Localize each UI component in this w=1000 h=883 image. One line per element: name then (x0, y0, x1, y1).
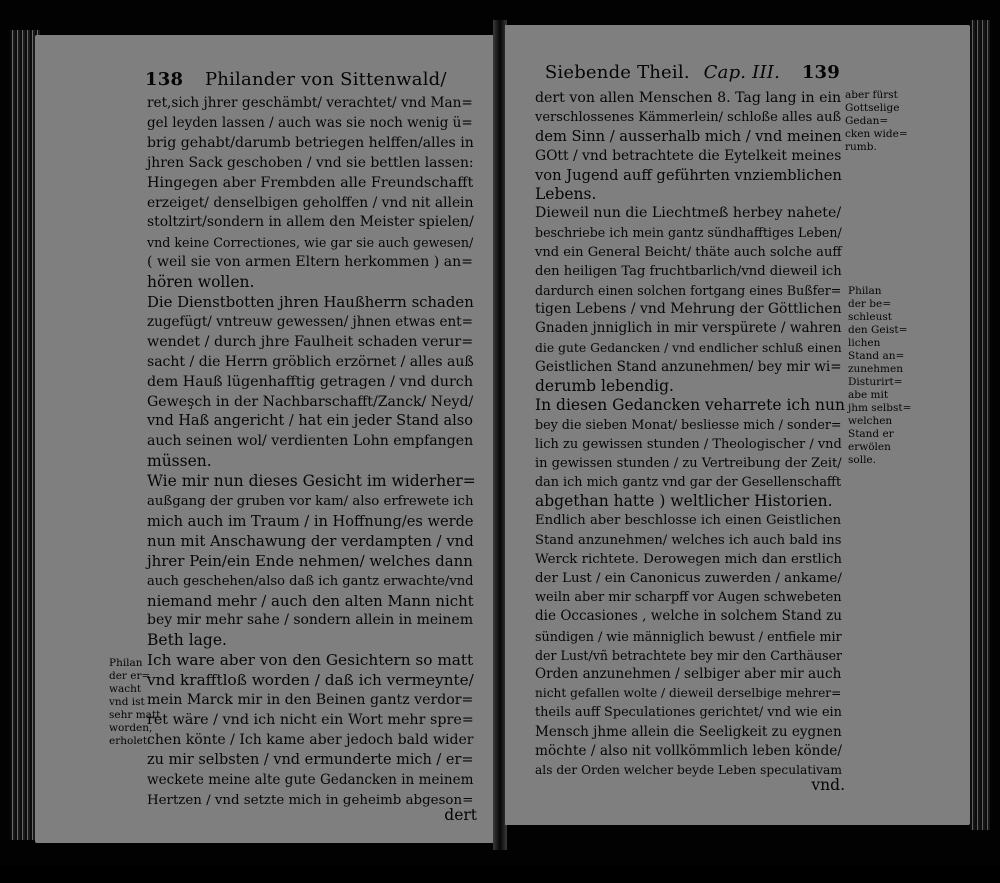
margin-note-line: Disturirt= (848, 376, 903, 388)
text-line: nicht gefallen wolte / dieweil derselbige mehrer= (535, 686, 842, 701)
text-line: ( weil sie von armen Eltern herkommen ) an= (147, 254, 473, 271)
text-line: nun mit Anschawung der verdampten / vnd (147, 531, 474, 550)
left-page (35, 35, 495, 843)
text-line: bey die sieben Monat/ besliesse mich / sonder= (535, 417, 842, 433)
text-line: dem Hauß lügenhafftig getragen / vnd durch (147, 373, 474, 390)
right-text-block (535, 88, 845, 818)
text-line: zu mir selbsten / vnd ermunderte mich / er= (147, 751, 474, 768)
text-line: jhren Sack geschoben / vnd sie bettlen lassen: (147, 154, 474, 171)
text-line: erzeiget/ denselbigen geholffen / vnd nit allein (147, 194, 474, 211)
right-margin-note-2 (848, 285, 911, 467)
text-line: niemand mehr / auch den alten Mann nicht (147, 591, 474, 610)
text-line: von Jugend auff geführten vnziemblichen (535, 166, 842, 184)
right-page-header (535, 62, 840, 86)
text-line: vnd krafftloß worden / daß ich vermeynte/ (147, 671, 474, 690)
text-line: Lebens. (535, 185, 597, 203)
catchword: vnd. (811, 775, 845, 794)
text-line: weckete meine alte gute Gedancken in meinem (147, 771, 474, 788)
text-line: stoltzirt/sondern in allem den Meister spielen/ (147, 214, 474, 231)
margin-note-line: Gottselige (845, 102, 900, 114)
right-page-edges (970, 20, 990, 830)
margin-note-line: worden, (109, 722, 153, 734)
margin-note-line: Gedan= (845, 115, 889, 127)
text-line: Hingegen aber Frembden alle Freundschafft (147, 174, 474, 191)
text-line: vnd keine Correctiones, wie gar sie auch gewesen/ (147, 235, 474, 251)
text-line: Geweşch in der Nachbarschafft/Zanck/ Neyd/ (147, 393, 474, 410)
text-line: Beth lage. (147, 631, 227, 650)
text-line: außgang der gruben vor kam/ also erfrewete ich (147, 494, 474, 509)
text-line: auch seinen wol/ verdienten Lohn empfangen (147, 433, 474, 450)
text-line: verschlossenes Kämmerlein/ schloße alles auß (535, 110, 842, 126)
margin-note-line: abe mit (848, 389, 889, 401)
text-line: brig gehabt/darumb betriegen helffen/alles in (147, 134, 474, 151)
text-line: den heiligen Tag fruchtbarlich/vnd dieweil ich (535, 263, 842, 279)
text-line: In diesen Gedancken veharrete ich nun (535, 396, 845, 415)
page-number: 139 (801, 62, 840, 83)
margin-note-line: erwölen (848, 441, 891, 453)
catchword: dert (444, 806, 477, 825)
text-line: tigen Lebens / vnd Mehrung der Göttlichen (535, 301, 842, 318)
text-line: gel leyden lassen / auch was sie noch wenig ü= (147, 114, 473, 131)
text-line: Orden anzunehmen / selbiger aber mir auch (535, 666, 842, 682)
text-line: chen könte / Ich kame aber jedoch bald wider (147, 731, 474, 748)
text-line: Stand anzunehmen/ welches ich auch bald ins (535, 532, 842, 548)
running-title: Siebende Theil. (544, 62, 690, 83)
margin-note-line: cken wide= (845, 128, 908, 140)
text-line: beschriebe ich mein gantz sündhafftiges Leben/ (535, 225, 842, 241)
text-line: Gnaden jnniglich in mir verspürete / wahren (535, 320, 842, 337)
margin-note-line: rumb. (845, 141, 877, 153)
text-line: jhrer Pein/ein Ende nehmen/ welches dann (147, 551, 473, 570)
chapter-label: Cap. III. (703, 62, 780, 83)
text-line: dert von allen Menschen 8. Tag lang in ein (535, 90, 842, 106)
margin-note-line: Stand er (848, 428, 894, 440)
left-page-header (145, 69, 455, 93)
text-line: vnd ein General Beicht/ thäte auch solche auff (535, 244, 842, 260)
text-line: möchte / also nit vollkömmlich leben könde/ (535, 742, 842, 759)
margin-note-line: den Geist= (848, 324, 908, 336)
margin-note-line: lichen (848, 337, 881, 349)
page-number: 138 (145, 69, 184, 90)
margin-note-line: sehr matt (109, 709, 161, 721)
margin-note-line: vnd ist (109, 696, 145, 708)
text-line: der Lust / ein Canonicus zuwerden / ankame/ (535, 571, 842, 586)
left-margin-note (109, 657, 160, 748)
text-line: sacht / die Herrn gröblich erzörnet / alles auß (147, 353, 474, 370)
text-line: Die Dienstbotten jhren Haußherrn schaden (147, 293, 474, 311)
margin-note-line: der be= (848, 298, 892, 310)
text-line: dardurch einen solchen fortgang eines Bußfer= (535, 283, 842, 298)
text-line: auch geschehen/also daß ich gantz erwachte/vnd (147, 573, 474, 589)
margin-note-line: zunehmen (848, 363, 903, 375)
text-line: hören wollen. (147, 273, 255, 292)
margin-note-line: schleust (848, 311, 892, 323)
margin-note-line: solle. (848, 454, 876, 466)
margin-note-line: Stand an= (848, 350, 905, 362)
text-line: lich zu gewissen stunden / Theologischer / vnd (535, 436, 842, 452)
text-line: Mensch jhme allein die Seeligkeit zu eygnen (535, 723, 842, 740)
text-line: ret,sich jhrer geschämbt/ verachtet/ vnd Man= (147, 95, 473, 111)
text-line: Werck richtete. Derowegen mich dan erstlich (535, 551, 842, 567)
text-line: der Lust/vñ betrachtete bey mir den Carthäuser (535, 647, 843, 663)
text-line: vnd Haß angericht / hat ein jeder Stand also (147, 413, 473, 430)
text-line: müssen. (147, 452, 212, 471)
margin-note-line: wacht (109, 683, 142, 695)
text-line: die Occasiones , welche in solchem Stand zu (535, 608, 842, 625)
running-title: Philander von Sittenwald/ (205, 69, 447, 90)
margin-note-line: Philan (848, 285, 882, 297)
margin-note-line: aber fürst (845, 89, 898, 101)
text-line: mein Marck mir in den Beinen gantz verdor= (147, 692, 474, 708)
left-text-block (147, 93, 477, 883)
right-page (505, 25, 970, 825)
text-line: Dieweil nun die Liechtmeß herbey nahete/ (535, 205, 842, 222)
text-line: die gute Gedancken / vnd endlicher schluß einen (535, 340, 842, 355)
text-line: mich auch im Traum / in Hoffnung/es werde (147, 512, 474, 530)
text-line: derumb lebendig. (535, 377, 674, 395)
text-line: sündigen / wie männiglich bewust / entfiele mir (535, 628, 842, 644)
text-line: Hertzen / vnd setzte mich in geheimb abgeson= (147, 792, 474, 808)
text-line: Wie mir nun dieses Gesicht im widerher= (147, 472, 476, 491)
text-line: Ich ware aber von den Gesichtern so matt (147, 651, 474, 670)
text-line: theils auff Speculationes gerichtet/ vnd wie ein (535, 705, 842, 721)
text-line: Endlich aber beschlosse ich einen Geistlichen (535, 513, 842, 529)
text-line: GOtt / vnd betrachtete die Eytelkeit meines (535, 147, 842, 164)
text-line: dan ich mich gantz vnd gar der Gesellenschafft (535, 475, 842, 490)
text-line: wendet / durch jhre Faulheit schaden verur= (147, 333, 474, 350)
margin-note-line: erholet. (109, 735, 151, 747)
text-line: in gewissen stunden / zu Vertreibung der Zeit/ (535, 455, 842, 471)
text-line: abgethan hatte ) weltlicher Historien. (535, 492, 833, 511)
margin-note-line: Philan (109, 657, 143, 669)
text-line: dem Sinn / ausserhalb mich / vnd meinen (535, 128, 842, 146)
text-line: Geistlichen Stand anzunehmen/ bey mir wi= (535, 358, 842, 375)
margin-note-line: jhm selbst= (848, 402, 912, 414)
text-line: als der Orden welcher beyde Leben speculativam (535, 763, 842, 777)
text-line: weiln aber mir scharpff vor Augen schwebeten (535, 590, 842, 606)
text-line: zugefügt/ vntreuw gewessen/ jhnen etwas ent= (147, 313, 473, 330)
margin-note-line: welchen (848, 415, 893, 427)
margin-note-line: der er= (109, 670, 151, 682)
text-line: bey mir mehr sahe / sondern allein in meinem (147, 612, 474, 629)
text-line: ret wäre / vnd ich nicht ein Wort mehr spre= (147, 711, 474, 728)
right-margin-note-1 (845, 89, 908, 154)
